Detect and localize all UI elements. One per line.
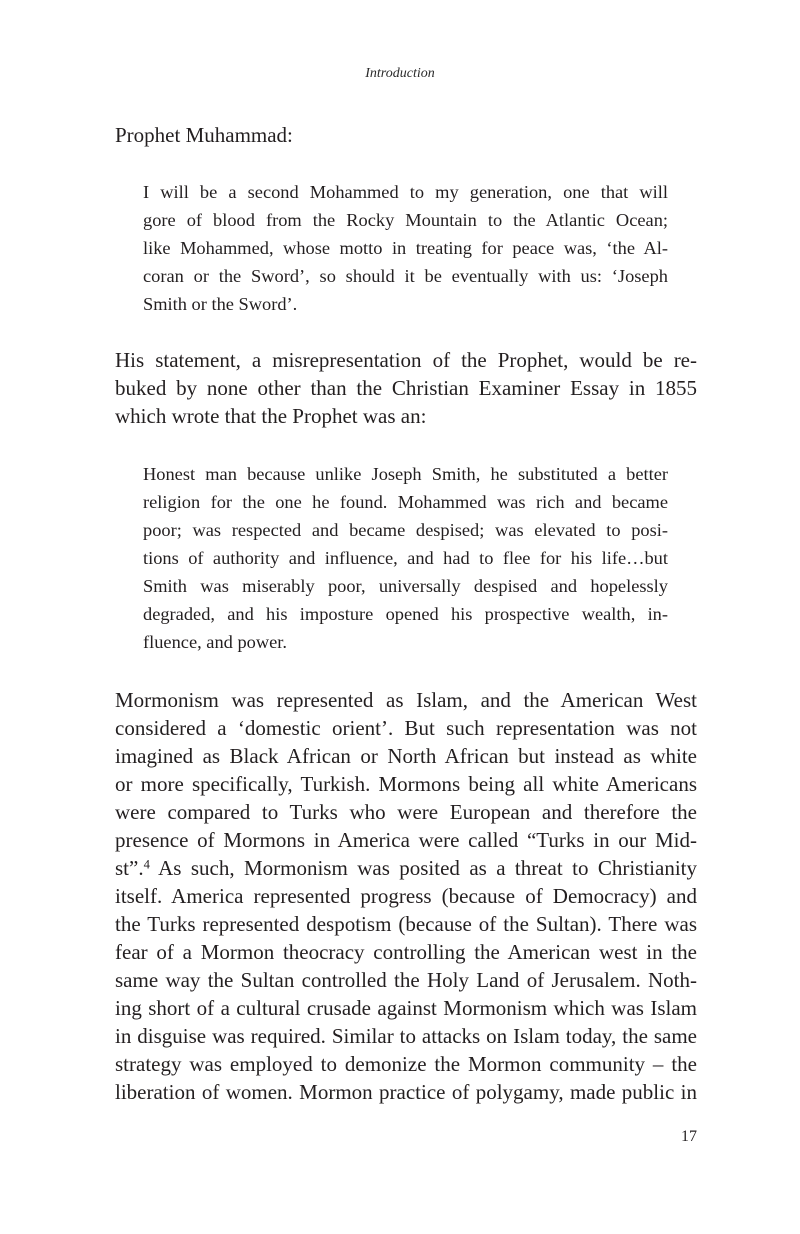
page-number: 17 [681,1128,697,1145]
paragraph-line: buked by none other than the Christian Examiner Essay in 1855 [115,376,697,400]
quote-line: coran or the Sword’, so should it be eventually with us: ‘Joseph [143,266,668,286]
running-head: Introduction [365,66,435,81]
quote-line: religion for the one he found. Mohammed was rich and became [143,492,668,512]
paragraph-line: Prophet Muhammad: [115,123,293,147]
paragraph-line: in disguise was required. Similar to attacks on Islam today, the same [115,1024,697,1048]
quote-line: gore of blood from the Rocky Mountain to the Atlantic Ocean; [143,210,668,230]
quote-line: Smith was miserably poor, universally despised and hopelessly [143,576,668,596]
paragraph-line: which wrote that the Prophet was an: [115,404,427,428]
paragraph-line-with-footnote [115,854,697,882]
quote-line: like Mohammed, whose motto in treating for peace was, ‘the Al- [143,238,668,258]
paragraph-line: ing short of a cultural crusade against Mormonism which was Islam [115,996,697,1020]
paragraph-text: st”. [115,856,144,880]
paragraph-line: fear of a Mormon theocracy controlling the American west in the [115,940,697,964]
paragraph-line: strategy was employed to demonize the Mormon community – the [115,1052,697,1076]
quote-line: Honest man because unlike Joseph Smith, he substituted a better [143,464,668,484]
paragraph-line: considered a ‘domestic orient’. But such representation was not [115,716,697,740]
paragraph-line: or more specifically, Turkish. Mormons being all white Americans [115,772,697,796]
paragraph-text: As such, Mormonism was posited as a threat to Christianity [149,856,697,880]
footnote-ref[interactable]: 4 [143,857,150,872]
paragraph-line: imagined as Black African or North African but instead as white [115,744,697,768]
paragraph-line: presence of Mormons in America were called “Turks in our Mid- [115,828,697,852]
paragraph-line: were compared to Turks who were European and therefore the [115,800,697,824]
quote-line: Smith or the Sword’. [143,294,298,314]
paragraph-line: the Turks represented despotism (because of the Sultan). There was [115,912,697,936]
paragraph-line: Mormonism was represented as Islam, and the American West [115,688,697,712]
paragraph-line: liberation of women. Mormon practice of polygamy, made public in [115,1080,697,1104]
paragraph-line: itself. America represented progress (because of Democracy) and [115,884,697,908]
quote-line: poor; was respected and became despised; was elevated to posi- [143,520,668,540]
quote-line: I will be a second Mohammed to my generation, one that will [143,182,668,202]
paragraph-line: same way the Sultan controlled the Holy Land of Jerusalem. Noth- [115,968,697,992]
quote-line: fluence, and power. [143,632,287,652]
paragraph-line: His statement, a misrepresentation of the Prophet, would be re- [115,348,697,372]
quote-line: tions of authority and influence, and had to flee for his life…but [143,548,668,568]
quote-line: degraded, and his imposture opened his prospective wealth, in- [143,604,668,624]
